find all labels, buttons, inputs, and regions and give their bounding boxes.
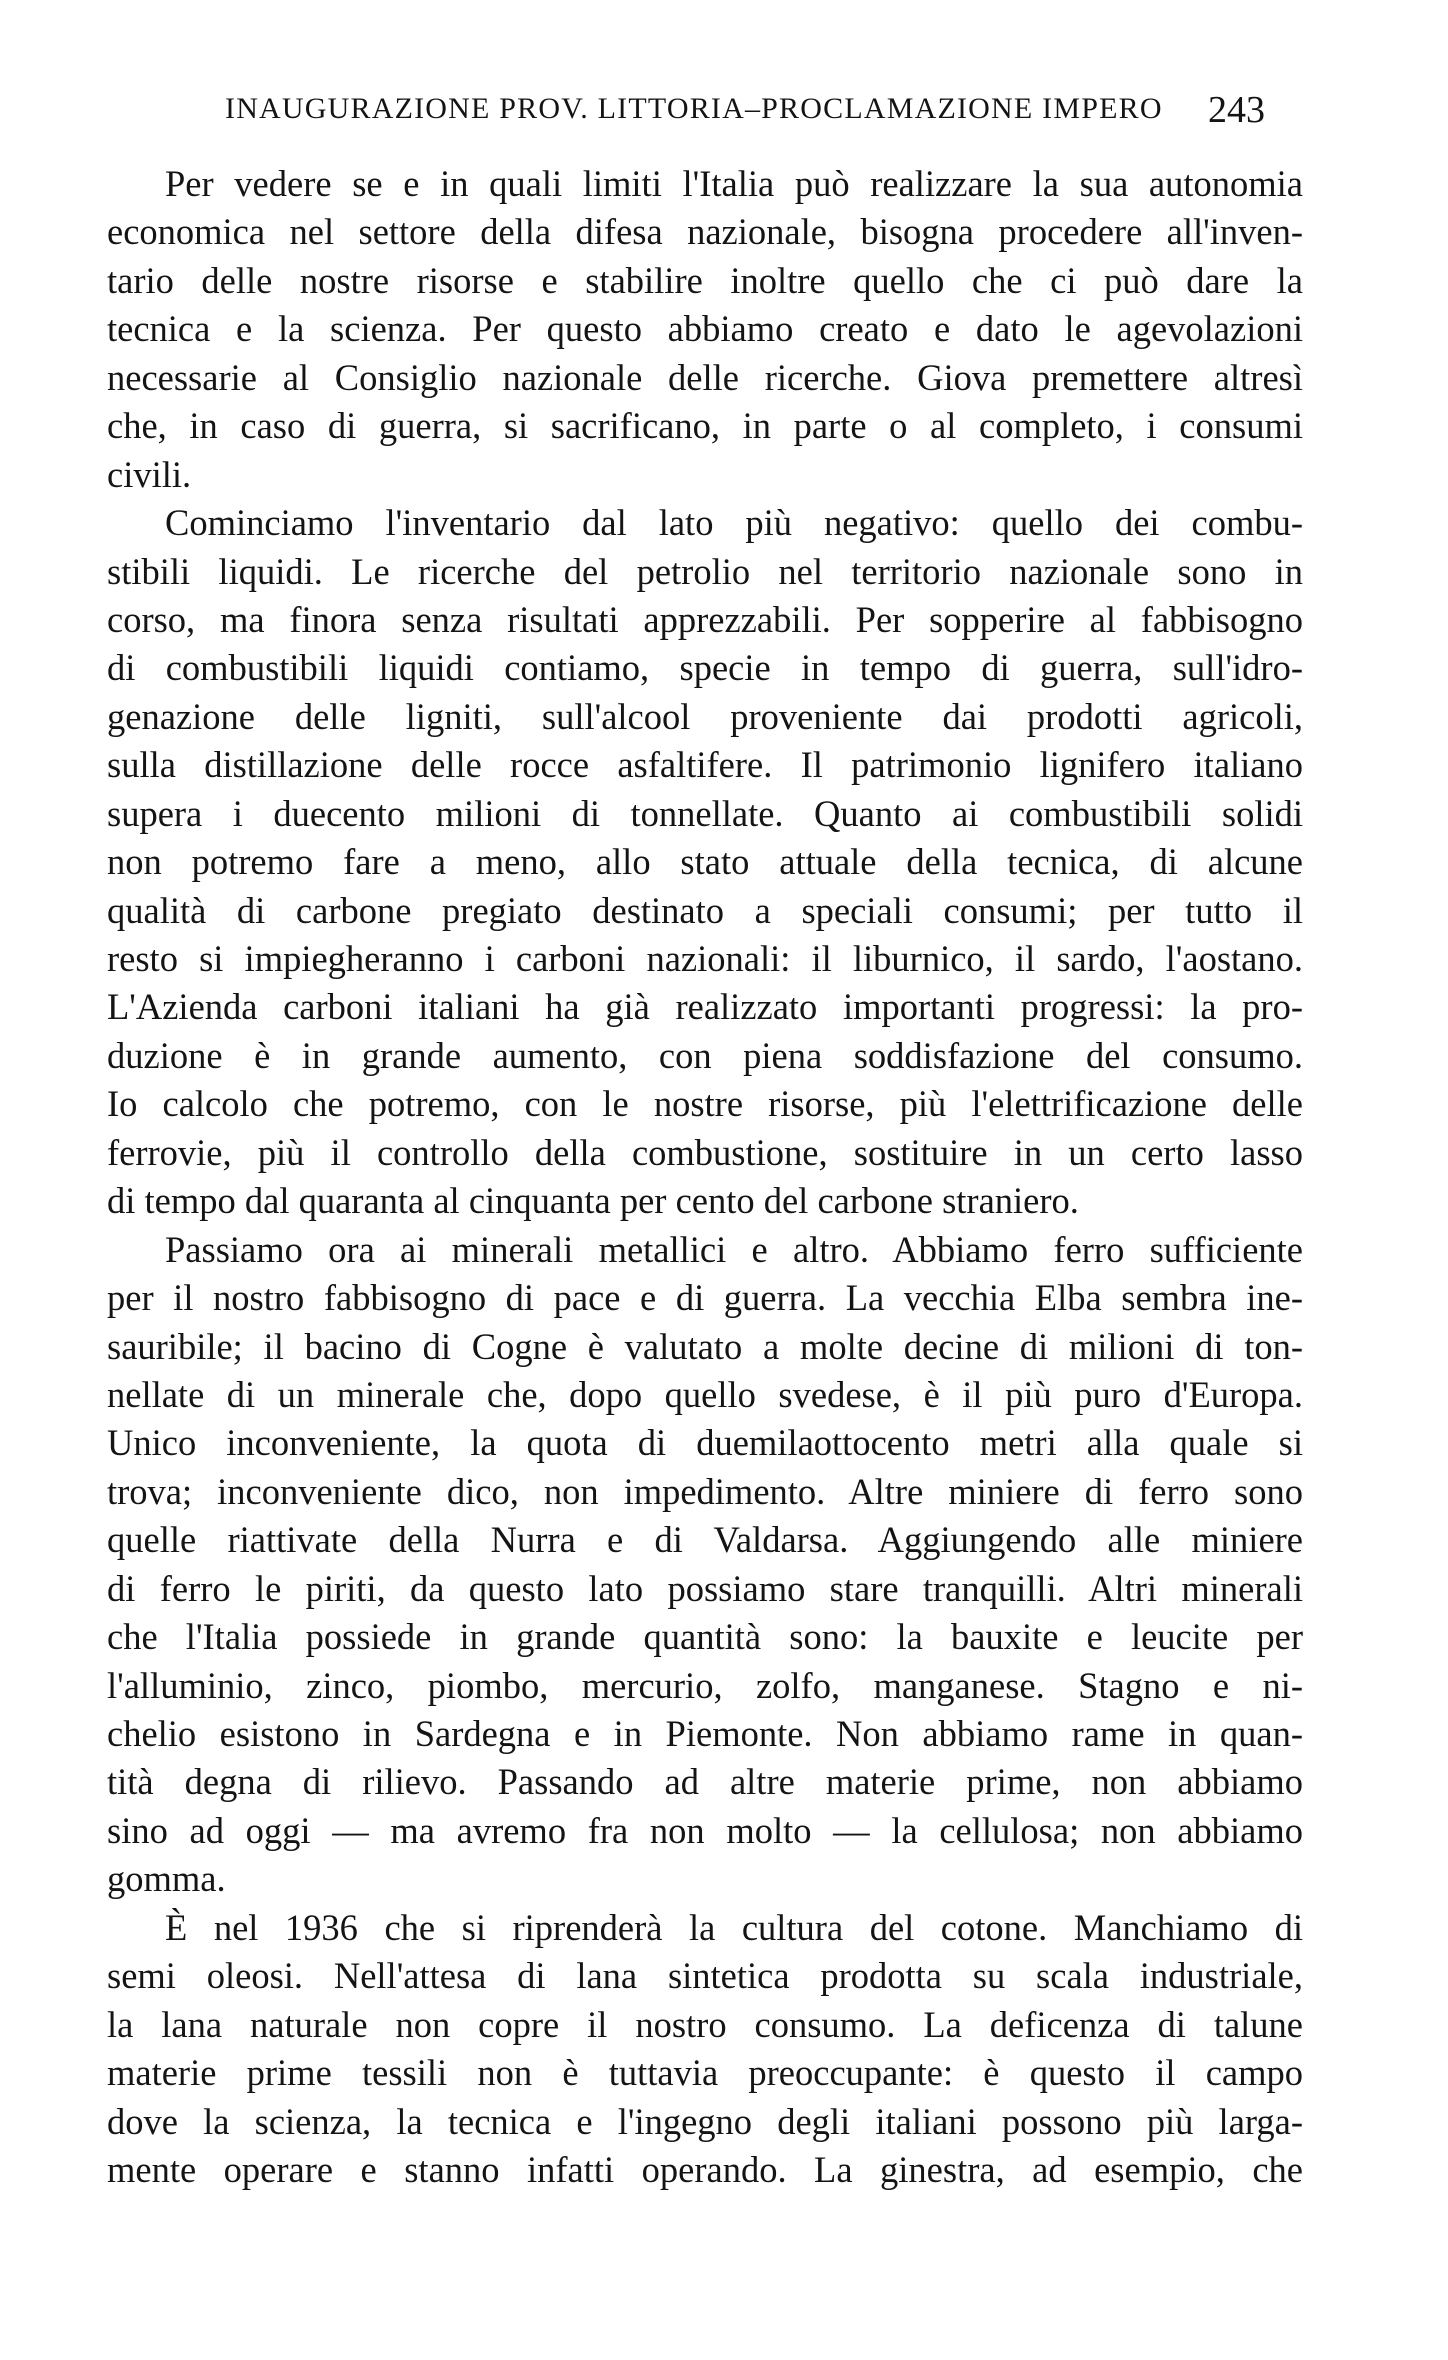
text-line: semi oleosi. Nell'attesa di lana sintetica prodotta su scala industriale, xyxy=(107,1955,1303,1997)
text-line: Cominciamo l'inventario dal lato più negativo: quello dei combu- xyxy=(165,502,1303,544)
text-line: L'Azienda carboni italiani ha già realizzato importanti progressi: la pro- xyxy=(107,986,1303,1028)
text-line: Passiamo ora ai minerali metallici e altro. Abbiamo ferro sufficiente xyxy=(165,1228,1303,1270)
text-line: chelio esistono in Sardegna e in Piemonte. Non abbiamo rame in quan- xyxy=(107,1713,1303,1754)
running-title: INAUGURAZIONE PROV. LITTORIA–PROCLAMAZIONE IMPERO xyxy=(225,92,1163,125)
text-line: genazione delle ligniti, sull'alcool proveniente dai prodotti agricoli, xyxy=(107,695,1303,737)
text-line: non potremo fare a meno, allo stato attuale della tecnica, di alcune xyxy=(107,841,1303,883)
text-line: qualità di carbone pregiato destinato a speciali consumi; per tutto il xyxy=(107,889,1303,931)
text-line: gomma. xyxy=(107,1858,226,1900)
text-line: tario delle nostre risorse e stabilire inoltre quello che ci può dare la xyxy=(107,259,1303,301)
text-line: Per vedere se e in quali limiti l'Italia può realizzare la sua autonomia xyxy=(165,163,1303,204)
text-line: sulla distillazione delle rocce asfaltifere. Il patrimonio lignifero italiano xyxy=(107,744,1303,786)
text-line: necessarie al Consiglio nazionale delle ricerche. Giova premettere altresì xyxy=(107,356,1303,398)
text-line: sauribile; il bacino di Cogne è valutato a molte decine di milioni di ton- xyxy=(107,1325,1303,1367)
text-line: tecnica e la scienza. Per questo abbiamo creato e dato le agevolazioni xyxy=(107,308,1303,350)
text-line: che, in caso di guerra, si sacrificano, in parte o al completo, i consumi xyxy=(107,405,1303,447)
text-line: stibili liquidi. Le ricerche del petrolio nel territorio nazionale sono in xyxy=(107,550,1303,592)
text-line: tità degna di rilievo. Passando ad altre materie prime, non abbiamo xyxy=(107,1761,1303,1803)
text-line: duzione è in grande aumento, con piena soddisfazione del consumo. xyxy=(107,1034,1303,1076)
text-line: Unico inconveniente, la quota di duemilaottocento metri alla quale si xyxy=(107,1422,1303,1464)
text-line: È nel 1936 che si riprenderà la cultura del cotone. Manchiamo di xyxy=(165,1906,1303,1948)
text-line: Io calcolo che potremo, con le nostre risorse, più l'elettrificazione delle xyxy=(107,1083,1303,1125)
body-text xyxy=(107,160,1303,2194)
text-line: corso, ma finora senza risultati apprezzabili. Per sopperire al fabbisogno xyxy=(107,598,1303,640)
page-number: 243 xyxy=(1208,89,1265,131)
text-line: l'alluminio, zinco, piombo, mercurio, zolfo, manganese. Stagno e ni- xyxy=(107,1664,1303,1706)
text-line: quelle riattivate della Nurra e di Valdarsa. Aggiungendo alle miniere xyxy=(107,1519,1303,1561)
text-line: sino ad oggi — ma avremo fra non molto — la cellulosa; non abbiamo xyxy=(107,1809,1303,1851)
running-head xyxy=(225,88,1265,138)
text-line: di ferro le piriti, da questo lato possiamo stare tranquilli. Altri minerali xyxy=(107,1567,1303,1609)
text-line: di tempo dal quaranta al cinquanta per cento del carbone straniero. xyxy=(107,1180,1079,1222)
text-line: civili. xyxy=(107,453,192,495)
text-line: materie prime tessili non è tuttavia preoccupante: è questo il campo xyxy=(107,2052,1303,2094)
text-line: resto si impiegheranno i carboni nazionali: il liburnico, il sardo, l'aostano. xyxy=(107,938,1303,979)
text-line: economica nel settore della difesa nazionale, bisogna procedere all'inven- xyxy=(107,211,1303,253)
text-line: la lana naturale non copre il nostro consumo. La deficenza di talune xyxy=(107,2003,1303,2045)
text-line: ferrovie, più il controllo della combustione, sostituire in un certo lasso xyxy=(107,1131,1303,1173)
text-line: trova; inconveniente dico, non impedimento. Altre miniere di ferro sono xyxy=(107,1470,1303,1512)
text-line: di combustibili liquidi contiamo, specie in tempo di guerra, sull'idro- xyxy=(107,647,1303,689)
text-line: per il nostro fabbisogno di pace e di guerra. La vecchia Elba sembra ine- xyxy=(107,1277,1303,1319)
text-line: nellate di un minerale che, dopo quello svedese, è il più puro d'Europa. xyxy=(107,1373,1303,1415)
text-line: che l'Italia possiede in grande quantità sono: la bauxite e leucite per xyxy=(107,1616,1303,1658)
text-line: supera i duecento milioni di tonnellate. Quanto ai combustibili solidi xyxy=(107,792,1303,834)
text-line: dove la scienza, la tecnica e l'ingegno degli italiani possono più larga- xyxy=(107,2100,1303,2142)
text-line: mente operare e stanno infatti operando. La ginestra, ad esempio, che xyxy=(107,2148,1303,2190)
